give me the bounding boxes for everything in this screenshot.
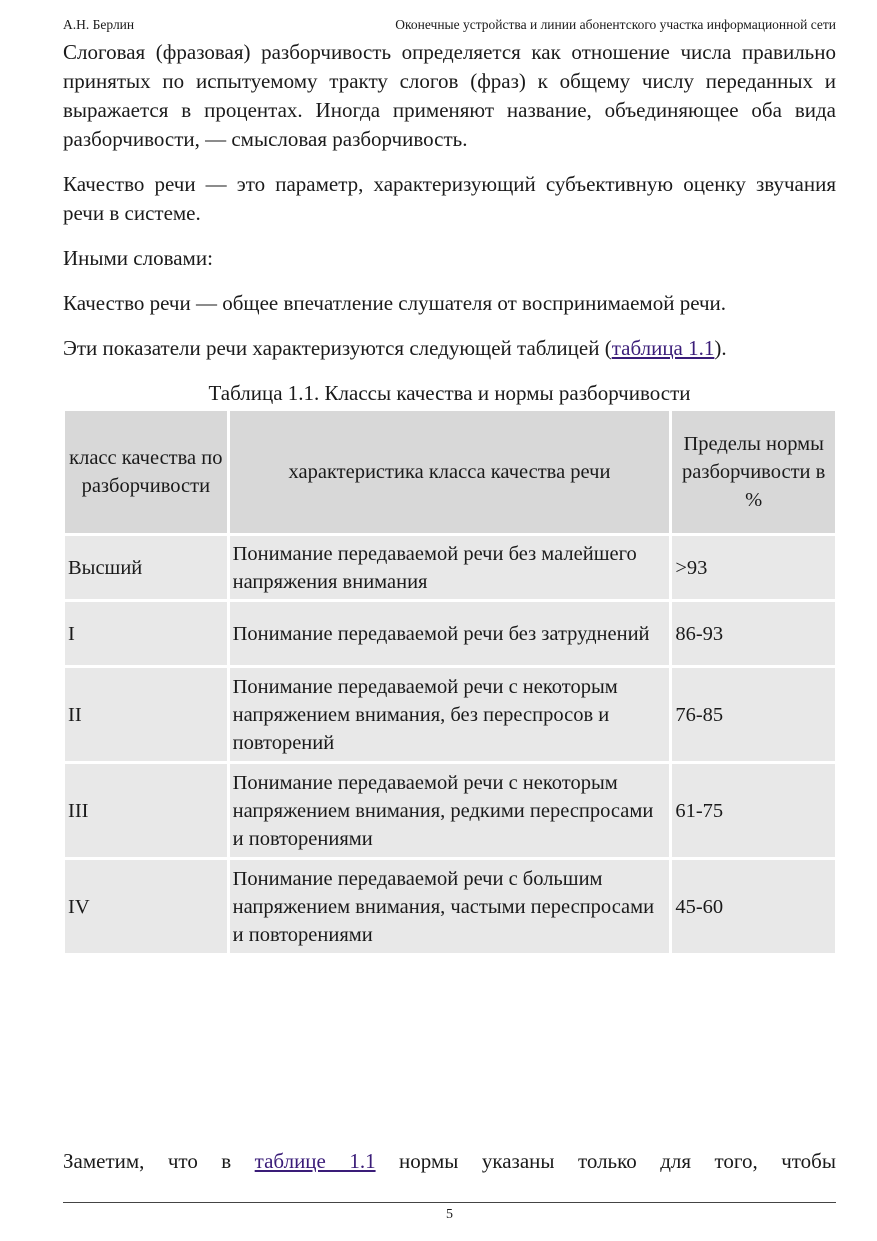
cell-class: III (65, 764, 227, 857)
note-line (63, 1147, 836, 1176)
header-author: А.Н. Берлин (63, 17, 135, 32)
header-characteristic: характеристика класса качества речи (230, 411, 670, 533)
cell-description: Понимание передаваемой речи без малейшего напряжения внимания (230, 536, 670, 599)
footer-divider (63, 1202, 836, 1203)
table-reference-text: Эти показатели речи характеризуются следующей таблицей ( (63, 336, 612, 360)
note-text-start: Заметим, что в (63, 1149, 255, 1173)
paragraph-syllable-intelligibility: Слоговая (фразовая) разборчивость определяется как отношение числа правильно принятых по испытуемому тракту слогов (фраз) к общему числу переданных и выражается в процентах. Иногда применяют название, объединяющее оба вида разборчивости, — смысловая разборчивость. (63, 40, 836, 151)
header-title: Оконечные устройства и линии абонентского участка информационной сети (395, 17, 836, 32)
paragraph-speech-quality-impression: Качество речи — общее впечатление слушателя от воспринимаемой речи. (63, 291, 727, 315)
page-content (63, 38, 836, 956)
cell-class: II (65, 668, 227, 761)
paragraph-speech-quality-definition: Качество речи — это параметр, характеризующий субъективную оценку звучания речи в системе. (63, 172, 836, 225)
paragraph-table-reference (63, 334, 836, 363)
cell-class: IV (65, 860, 227, 953)
table-row (65, 860, 835, 953)
table-row (65, 536, 835, 599)
page-header (63, 16, 836, 34)
table-caption: Таблица 1.1. Классы качества и нормы разборчивости (208, 381, 691, 405)
cell-range: >93 (672, 536, 835, 599)
header-class: класс качества по разборчивости (65, 411, 227, 533)
paragraph-note (63, 1147, 836, 1176)
table-reference-end: ). (714, 336, 727, 360)
note-table-link[interactable]: таблице 1.1 (254, 1149, 376, 1173)
table-row (65, 764, 835, 857)
cell-description: Понимание передаваемой речи с некоторым напряжением внимания, без переспросов и повторений (230, 668, 670, 761)
page-number: 5 (446, 1207, 453, 1222)
paragraph-in-other-words: Иными словами: (63, 246, 213, 270)
cell-range: 86-93 (672, 602, 835, 665)
cell-description: Понимание передаваемой речи с некоторым напряжением внимания, редкими переспросами и повторениями (230, 764, 670, 857)
cell-description: Понимание передаваемой речи без затруднений (230, 602, 670, 665)
quality-classes-table (62, 408, 838, 956)
table-header-row (65, 411, 835, 533)
cell-class: I (65, 602, 227, 665)
note-text-end: нормы указаны только для того, чтобы (375, 1149, 836, 1173)
cell-description: Понимание передаваемой речи с большим напряжением внимания, частыми переспросами и повторениями (230, 860, 670, 953)
table-row (65, 668, 835, 761)
table-row (65, 602, 835, 665)
cell-range: 45-60 (672, 860, 835, 953)
cell-class: Высший (65, 536, 227, 599)
cell-range: 61-75 (672, 764, 835, 857)
table-reference-link[interactable]: таблица 1.1 (611, 336, 715, 360)
header-limits: Пределы нормы разборчивости в % (672, 411, 835, 533)
cell-range: 76-85 (672, 668, 835, 761)
